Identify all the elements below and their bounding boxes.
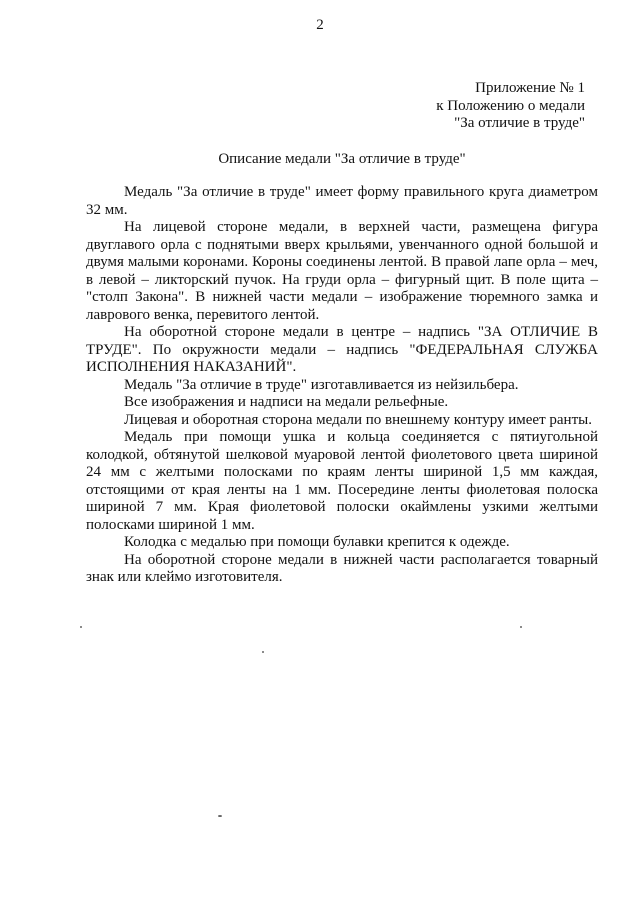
paragraph-relief: Все изображения и надписи на медали рельефные. — [124, 394, 449, 410]
scan-speck — [520, 626, 522, 628]
document-title: Описание медали "За отличие в труде" — [218, 151, 466, 167]
document-body — [86, 184, 598, 587]
paragraph-diameter: Медаль "За отличие в труде" имеет форму правильного круга диаметром 32 мм. — [86, 184, 598, 218]
paragraph-rims: Лицевая и оборотная сторона медали по внешнему контуру имеет ранты. — [124, 411, 592, 428]
scan-speck — [80, 626, 82, 628]
paragraph-material: Медаль "За отличие в труде" изготавливается из нейзильбера. — [124, 376, 519, 393]
appendix-line-3: "За отличие в труде" — [454, 115, 585, 131]
scan-speck — [262, 651, 264, 653]
appendix-line-2: к Положению о медали — [436, 97, 585, 114]
paragraph-attachment: Колодка с медалью при помощи булавки крепится к одежде. — [124, 534, 510, 550]
paragraph-obverse: На лицевой стороне медали, в верхней части, размещена фигура двуглавого орла с поднятыми вверх крыльями, увенчанного одной большой и двумя малыми коронами. Короны соединены лентой. В правой лапе орла – меч, в левой – ликторский пучок. На груди орла – фигурный щит. В поле щита – "столп Закона". В нижней части медали – изображение тюремного замка и лаврового венка, перевитого лентой. — [86, 219, 598, 323]
paragraph-reverse: На оборотной стороне медали в центре – надпись "ЗА ОТЛИЧИЕ В ТРУДЕ". По окружности медали – надпись "ФЕДЕРАЛЬНАЯ СЛУЖБА ИСПОЛНЕНИЯ НАКАЗАНИЙ". — [86, 324, 598, 375]
appendix-header — [436, 80, 585, 133]
page-number: 2 — [316, 17, 324, 33]
scan-speck — [218, 815, 222, 817]
paragraph-ribbon: Медаль при помощи ушка и кольца соединяется с пятиугольной колодкой, обтянутой шелковой муаровой лентой фиолетового цвета шириной 24 мм с желтыми полосками по краям ленты шириной 1,5 мм каждая, отстоящими от края ленты на 1 мм. Посередине ленты фиолетовая полоска шириной 7 мм. Края фиолетовой полоски окаймлены узкими желтыми полосками шириной 1 мм. — [86, 429, 598, 533]
paragraph-trademark: На оборотной стороне медали в нижней части располагается товарный знак или клеймо изготовителя. — [86, 551, 598, 585]
appendix-line-1: Приложение № 1 — [475, 80, 585, 96]
